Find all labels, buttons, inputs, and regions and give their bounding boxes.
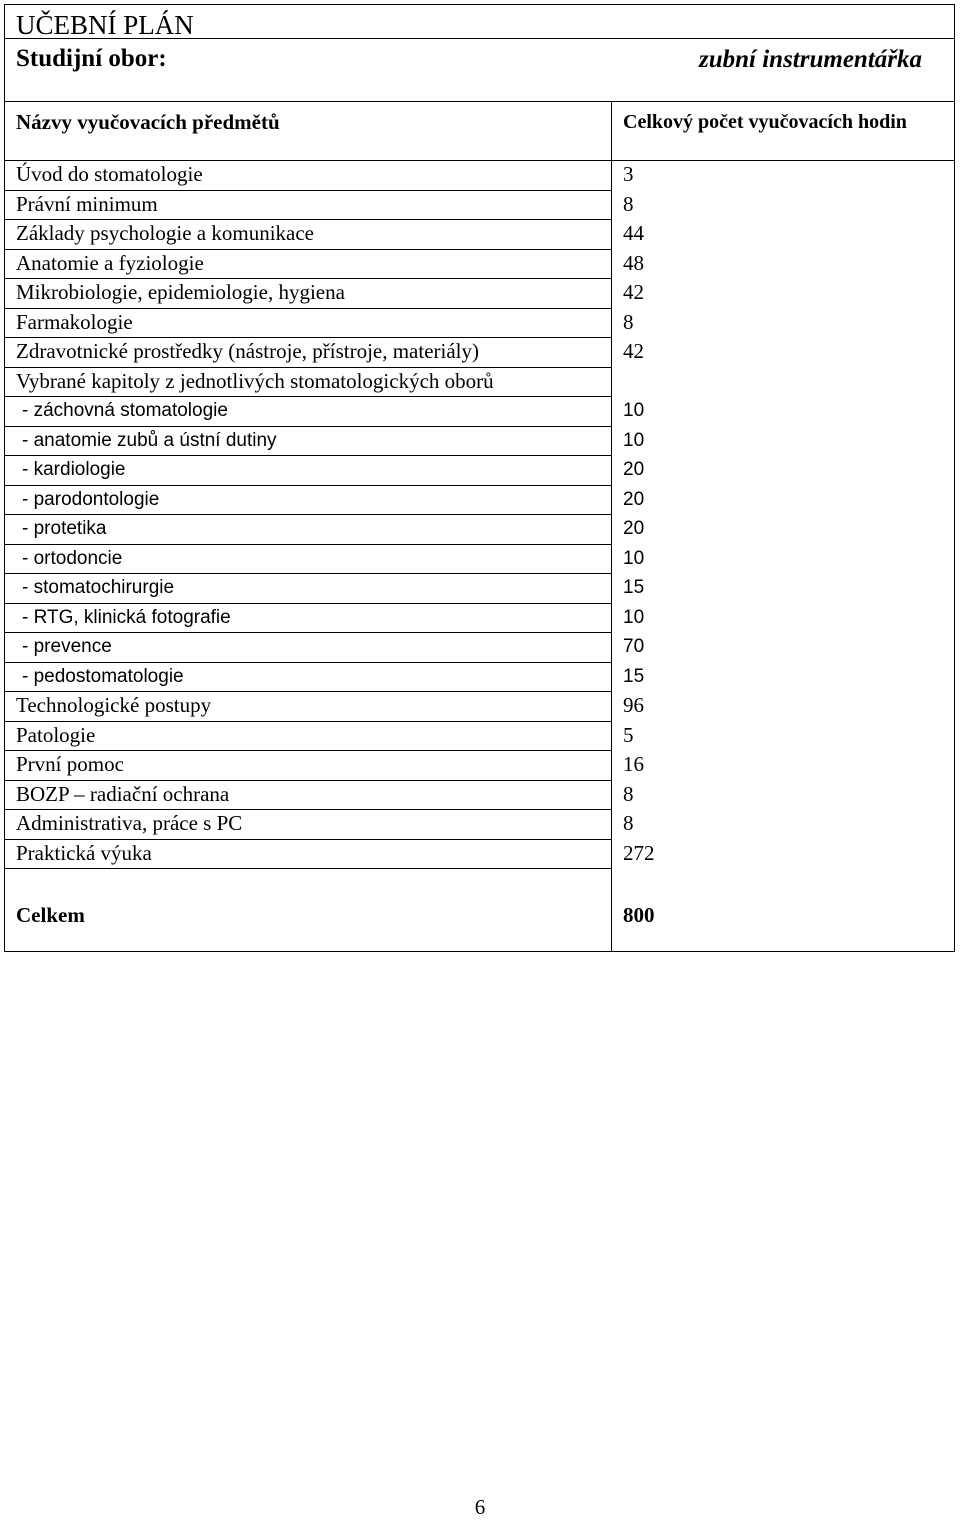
column-header-subject: Názvy vyučovacích předmětů bbox=[16, 110, 280, 134]
subject-hours: 20 bbox=[623, 488, 645, 510]
row-divider bbox=[5, 396, 611, 397]
subject-hours: 10 bbox=[623, 547, 645, 569]
subject-hours: 8 bbox=[623, 309, 634, 334]
row-divider bbox=[5, 721, 611, 722]
column-header-hours: Celkový počet vyučovacích hodin bbox=[623, 111, 907, 133]
curriculum-table bbox=[4, 4, 955, 952]
row-divider bbox=[5, 278, 611, 279]
subject-name: - stomatochirurgie bbox=[22, 577, 175, 598]
subject-name: Farmakologie bbox=[16, 309, 133, 334]
page-number: 6 bbox=[474, 1495, 486, 1519]
subject-name: Technologické postupy bbox=[16, 693, 212, 717]
subject-name: - záchovná stomatologie bbox=[22, 400, 228, 421]
row-divider bbox=[5, 809, 611, 810]
row-divider bbox=[5, 367, 611, 368]
column-divider bbox=[611, 101, 612, 951]
total-value: 800 bbox=[623, 903, 655, 927]
row-divider bbox=[5, 750, 611, 751]
subject-hours: 3 bbox=[623, 162, 634, 186]
subject-hours: 10 bbox=[623, 606, 645, 628]
subject-hours: 20 bbox=[623, 459, 645, 480]
row-divider bbox=[5, 603, 611, 604]
subject-hours: 96 bbox=[623, 693, 644, 717]
subject-name: Vybrané kapitoly z jednotlivých stomatologických oborů bbox=[16, 368, 494, 393]
subject-hours: 8 bbox=[623, 811, 634, 835]
subject-name: - prevence bbox=[22, 636, 112, 657]
subject-hours: 15 bbox=[623, 665, 645, 687]
row-divider bbox=[5, 337, 611, 338]
subject-name: První pomoc bbox=[16, 752, 124, 776]
subject-name: Administrativa, práce s PC bbox=[16, 811, 243, 835]
subject-hours: 16 bbox=[623, 752, 644, 776]
subject-name: - RTG, klinická fotografie bbox=[22, 606, 231, 628]
subject-hours: 8 bbox=[623, 191, 634, 216]
subject-name: Úvod do stomatologie bbox=[16, 162, 203, 186]
row-divider bbox=[5, 455, 611, 456]
total-label: Celkem bbox=[16, 903, 85, 927]
subject-hours: 10 bbox=[623, 400, 645, 421]
subject-hours: 20 bbox=[623, 518, 645, 539]
row-divider bbox=[5, 308, 611, 309]
subject-name: Patologie bbox=[16, 722, 96, 747]
row-divider bbox=[5, 662, 611, 663]
divider bbox=[5, 101, 954, 102]
row-divider bbox=[5, 514, 611, 515]
field-value: zubní instrumentářka bbox=[698, 46, 922, 73]
subject-hours: 10 bbox=[623, 429, 645, 451]
row-divider bbox=[5, 868, 611, 869]
document-title: UČEBNÍ PLÁN bbox=[16, 10, 194, 40]
subject-name: - kardiologie bbox=[22, 459, 126, 480]
subject-hours: 8 bbox=[623, 781, 634, 806]
divider bbox=[5, 38, 954, 39]
subject-name: Právní minimum bbox=[16, 191, 158, 216]
row-divider bbox=[5, 485, 611, 486]
subject-name: - anatomie zubů a ústní dutiny bbox=[22, 429, 277, 451]
subject-name: - pedostomatologie bbox=[22, 665, 184, 687]
row-divider bbox=[5, 544, 611, 545]
subject-hours: 5 bbox=[623, 722, 634, 747]
row-divider bbox=[5, 426, 611, 427]
row-divider bbox=[5, 190, 611, 191]
subject-hours: 42 bbox=[623, 339, 644, 363]
subject-name: Anatomie a fyziologie bbox=[16, 250, 204, 275]
subject-hours: 15 bbox=[623, 577, 645, 598]
row-divider bbox=[5, 780, 611, 781]
subject-name: Mikrobiologie, epidemiologie, hygiena bbox=[16, 280, 345, 304]
subject-name: Základy psychologie a komunikace bbox=[16, 221, 314, 245]
row-divider bbox=[5, 839, 611, 840]
field-label: Studijní obor: bbox=[16, 45, 167, 72]
row-divider bbox=[5, 249, 611, 250]
row-divider bbox=[5, 573, 611, 574]
subject-hours: 70 bbox=[623, 636, 645, 657]
subject-hours: 44 bbox=[623, 221, 644, 245]
subject-name: - ortodoncie bbox=[22, 547, 123, 569]
subject-name: BOZP – radiační ochrana bbox=[16, 781, 230, 806]
subject-hours: 272 bbox=[623, 840, 655, 865]
row-divider bbox=[5, 632, 611, 633]
row-divider bbox=[5, 691, 611, 692]
subject-name: Praktická výuka bbox=[16, 840, 152, 865]
subject-name: - parodontologie bbox=[22, 488, 160, 510]
subject-hours: 48 bbox=[623, 250, 644, 275]
row-divider bbox=[5, 219, 611, 220]
subject-name: Zdravotnické prostředky (nástroje, přístroje, materiály) bbox=[16, 339, 480, 363]
subject-name: - protetika bbox=[22, 518, 107, 539]
subject-hours: 42 bbox=[623, 280, 644, 304]
